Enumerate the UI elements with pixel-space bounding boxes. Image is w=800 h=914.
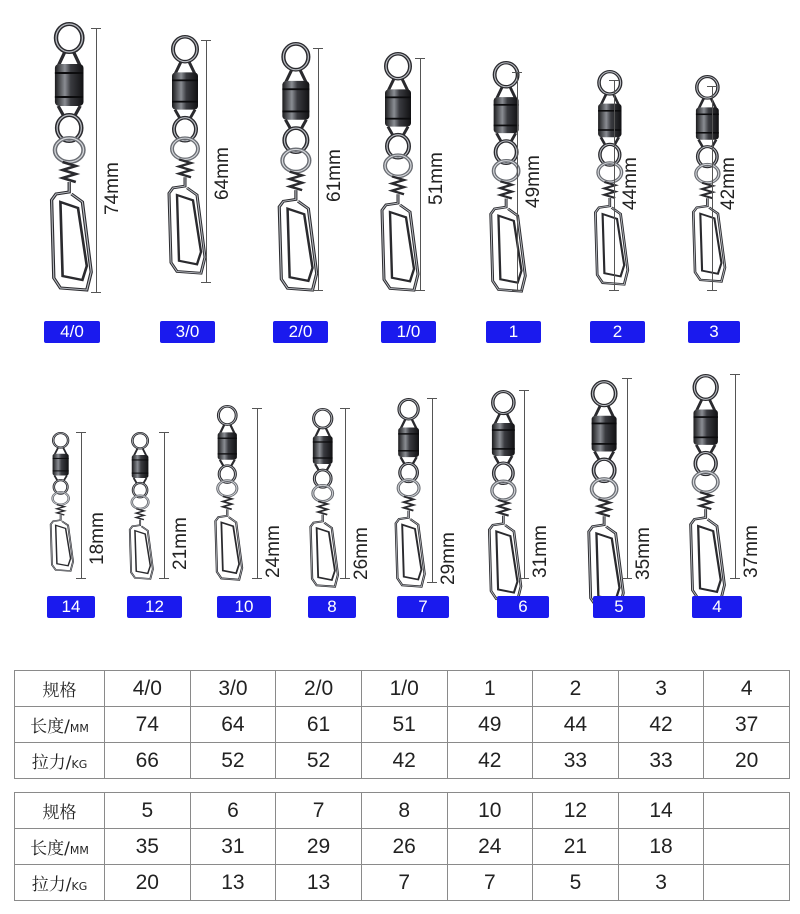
table-cell: 13: [190, 865, 276, 901]
table-cell: 52: [190, 743, 276, 779]
length-label: 21mm: [170, 517, 191, 570]
spec-table-1: [14, 670, 790, 779]
dimension-tick: [609, 80, 619, 81]
dimension-tick: [622, 578, 632, 579]
swivel-snap-icon: [47, 432, 78, 572]
length-unit: MM: [69, 844, 89, 857]
force-header-text: 拉力/: [31, 875, 72, 895]
dimension-tick: [340, 578, 350, 579]
swivel-snap-icon: [45, 22, 100, 292]
table-cell: 7: [447, 865, 533, 901]
dimension-tick: [707, 86, 717, 87]
force-header: [15, 743, 105, 779]
dimension-line: [345, 408, 346, 578]
swivel-snap-icon: [126, 432, 158, 580]
table-cell: 12: [533, 793, 619, 829]
table-cell: 42: [618, 707, 704, 743]
size-badge: 8: [308, 596, 356, 618]
table-cell: 52: [276, 743, 362, 779]
size-badge: 2: [590, 321, 645, 343]
dimension-tick: [91, 28, 101, 29]
table-cell: 2: [533, 671, 619, 707]
dimension-line: [517, 72, 518, 290]
length-label: 64mm: [212, 147, 233, 200]
table-cell: 42: [447, 743, 533, 779]
dimension-line: [206, 40, 207, 282]
table-cell: 51: [361, 707, 447, 743]
length-label: 61mm: [324, 149, 345, 202]
dimension-tick: [313, 290, 323, 291]
dimension-tick: [609, 290, 619, 291]
table-cell: 37: [704, 707, 790, 743]
table-cell: 3: [618, 671, 704, 707]
dimension-tick: [201, 40, 211, 41]
product-row-small-sizes: [0, 350, 800, 640]
dimension-tick: [730, 374, 740, 375]
dimension-tick: [512, 72, 522, 73]
spec-table-2: [14, 792, 790, 901]
table-cell: 5: [105, 793, 191, 829]
table-cell: [704, 865, 790, 901]
swivel-snap-icon: [391, 398, 431, 588]
swivel-snap-icon: [306, 408, 344, 588]
size-badge: 6: [497, 596, 549, 618]
dimension-tick: [91, 292, 101, 293]
size-badge: 3/0: [160, 321, 215, 343]
table-cell: 64: [190, 707, 276, 743]
dimension-tick: [252, 408, 262, 409]
table-cell: 35: [105, 829, 191, 865]
dimension-tick: [427, 398, 437, 399]
dimension-tick: [415, 290, 425, 291]
product-row-large-sizes: [0, 0, 800, 350]
table-row-force: [15, 865, 790, 901]
table-cell: 5: [533, 865, 619, 901]
table-cell: 13: [276, 865, 362, 901]
table-cell: 20: [704, 743, 790, 779]
size-badge: 10: [217, 596, 271, 618]
size-badge: 4/0: [44, 321, 100, 343]
length-label: 74mm: [102, 162, 123, 215]
dimension-tick: [519, 578, 529, 579]
size-badge: 4: [692, 596, 742, 618]
table-cell: 26: [361, 829, 447, 865]
length-label: 31mm: [530, 525, 551, 578]
dimension-line: [420, 58, 421, 290]
dimension-line: [712, 86, 713, 290]
dimension-line: [627, 378, 628, 578]
dimension-tick: [159, 432, 169, 433]
spec-header: 规格: [15, 671, 105, 707]
dimension-tick: [415, 58, 425, 59]
length-header-text: 长度/: [30, 717, 70, 737]
size-badge: 1/0: [381, 321, 436, 343]
dimension-line: [96, 28, 97, 292]
length-label: 37mm: [741, 525, 762, 578]
length-label: 42mm: [718, 157, 739, 210]
length-label: 35mm: [633, 527, 654, 580]
table-cell: 18: [618, 829, 704, 865]
table-cell: 61: [276, 707, 362, 743]
dimension-line: [318, 48, 319, 290]
table-cell: 4: [704, 671, 790, 707]
dimension-tick: [519, 390, 529, 391]
table-row-force: [15, 743, 790, 779]
length-label: 44mm: [620, 157, 641, 210]
dimension-tick: [201, 282, 211, 283]
length-label: 29mm: [438, 532, 459, 585]
size-badge: 5: [593, 596, 645, 618]
table-cell: 21: [533, 829, 619, 865]
table-cell: [704, 793, 790, 829]
table-cell: 44: [533, 707, 619, 743]
size-badge: 1: [486, 321, 541, 343]
table-cell: 74: [105, 707, 191, 743]
force-unit: KG: [71, 880, 88, 893]
dimension-line: [735, 374, 736, 578]
dimension-tick: [427, 582, 437, 583]
length-label: 24mm: [263, 525, 284, 578]
dimension-line: [257, 408, 258, 578]
size-badge: 7: [397, 596, 449, 618]
table-cell: 2/0: [276, 671, 362, 707]
dimension-tick: [252, 578, 262, 579]
table-cell: 7: [361, 865, 447, 901]
dimension-tick: [340, 408, 350, 409]
dimension-tick: [512, 290, 522, 291]
dimension-line: [524, 390, 525, 578]
table-cell: 1/0: [361, 671, 447, 707]
swivel-snap-icon: [376, 52, 426, 292]
table-cell: 7: [276, 793, 362, 829]
force-header-text: 拉力/: [31, 753, 72, 773]
length-label: 26mm: [351, 527, 372, 580]
table-cell: 42: [361, 743, 447, 779]
table-cell: 3: [618, 865, 704, 901]
length-unit: MM: [69, 722, 89, 735]
spec-header: 规格: [15, 793, 105, 829]
force-header: [15, 865, 105, 901]
length-label: 18mm: [87, 512, 108, 565]
dimension-tick: [622, 378, 632, 379]
dimension-tick: [313, 48, 323, 49]
swivel-snap-icon: [211, 405, 248, 581]
table-cell: 10: [447, 793, 533, 829]
length-header-text: 长度/: [30, 839, 70, 859]
swivel-snap-icon: [685, 374, 732, 602]
swivel-snap-icon: [583, 380, 631, 610]
table-cell: 66: [105, 743, 191, 779]
table-cell: 20: [105, 865, 191, 901]
table-cell: 29: [276, 829, 362, 865]
size-badge: 2/0: [273, 321, 328, 343]
table-cell: 49: [447, 707, 533, 743]
table-cell: 33: [618, 743, 704, 779]
dimension-tick: [707, 290, 717, 291]
table-cell: 24: [447, 829, 533, 865]
table-row-spec: [15, 793, 790, 829]
size-badge: 12: [127, 596, 182, 618]
dimension-line: [614, 80, 615, 290]
dimension-tick: [76, 432, 86, 433]
swivel-snap-icon: [484, 390, 528, 602]
size-badge: 14: [47, 596, 95, 618]
dimension-tick: [76, 578, 86, 579]
table-cell: 31: [190, 829, 276, 865]
dimension-line: [81, 432, 82, 578]
table-cell: 33: [533, 743, 619, 779]
length-label: 51mm: [426, 152, 447, 205]
dimension-line: [164, 432, 165, 578]
table-row-spec: [15, 671, 790, 707]
table-cell: 1: [447, 671, 533, 707]
force-unit: KG: [71, 758, 88, 771]
table-cell: 6: [190, 793, 276, 829]
dimension-tick: [730, 578, 740, 579]
table-cell: [704, 829, 790, 865]
dimension-line: [432, 398, 433, 582]
table-cell: 14: [618, 793, 704, 829]
table-cell: 3/0: [190, 671, 276, 707]
dimension-tick: [159, 578, 169, 579]
table-cell: 8: [361, 793, 447, 829]
length-header: [15, 829, 105, 865]
size-badge: 3: [688, 321, 740, 343]
table-row-length: [15, 829, 790, 865]
length-label: 49mm: [523, 155, 544, 208]
table-cell: 4/0: [105, 671, 191, 707]
length-header: [15, 707, 105, 743]
table-row-length: [15, 707, 790, 743]
